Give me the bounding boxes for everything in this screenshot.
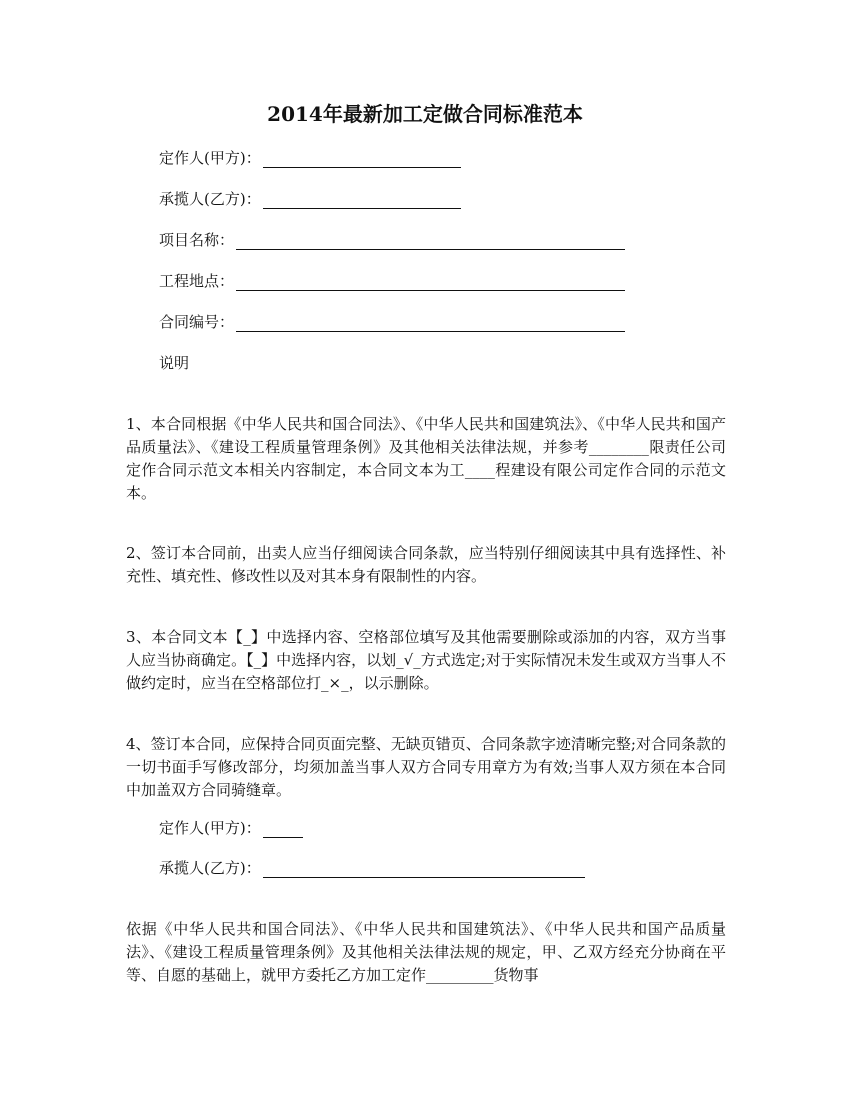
note-paragraph-4: 4、签订本合同，应保持合同页面完整、无缺页错页、合同条款字迹清晰完整;对合同条款的一切书面手写修改部分，均须加盖当事人双方合同专用章方为有效;当事人双方须在本合同中加盖双方合同骑缝章。 bbox=[126, 735, 726, 799]
party-a-field bbox=[159, 148, 461, 168]
project-name-blank bbox=[236, 232, 625, 250]
project-location-field bbox=[159, 271, 625, 291]
signature-party-b-label: 承揽人(乙方)： bbox=[159, 859, 261, 877]
project-name-label: 项目名称： bbox=[159, 231, 235, 249]
closing-paragraph bbox=[126, 918, 726, 987]
party-a-label: 定作人(甲方)： bbox=[159, 149, 261, 167]
note-1-text-a: 1、本合同根据《中华人民共和国合同法》、《中华人民共和国建筑法》、《中华人民共和国产品质量法》、《建设工程质量管理条例》及其他相关法律法规，并参考 bbox=[126, 415, 726, 456]
closing-blank: _________ bbox=[426, 966, 494, 984]
note-1-blank-b: ____ bbox=[464, 461, 495, 479]
signature-party-a-field bbox=[159, 818, 303, 838]
note-1-text-c: 程建设有限公司定作合同的示范文本。 bbox=[126, 461, 726, 502]
project-name-field bbox=[159, 230, 625, 250]
note-paragraph-3: 3、本合同文本【_】中选择内容、空格部位填写及其他需要删除或添加的内容，双方当事人应当协商确定。【_】中选择内容，以划_√_方式选定;对于实际情况未发生或双方当事人不做约定时，应当在空格部位打_×_，以示删除。 bbox=[126, 628, 726, 692]
closing-text-a: 依据《中华人民共和国合同法》、《中华人民共和国建筑法》、《中华人民共和国产品质量法》、《建设工程质量管理条例》及其他相关法律法规的规定，甲、乙双方经充分协商在平等、自愿的基础上，就甲方委托乙方加工定作 bbox=[126, 920, 726, 984]
contract-number-blank bbox=[236, 314, 625, 332]
party-b-label: 承揽人(乙方)： bbox=[159, 190, 261, 208]
contract-number-label: 合同编号： bbox=[159, 313, 235, 331]
note-1-blank-a: ________ bbox=[588, 438, 649, 456]
signature-party-b-field bbox=[159, 858, 585, 878]
project-location-blank bbox=[236, 273, 625, 291]
party-b-blank bbox=[263, 191, 461, 209]
note-paragraph-1 bbox=[126, 413, 726, 505]
signature-party-a-label: 定作人(甲方)： bbox=[159, 819, 261, 837]
contract-number-field bbox=[159, 312, 625, 332]
party-b-field bbox=[159, 189, 461, 209]
note-heading: 说明 bbox=[159, 354, 190, 372]
project-location-label: 工程地点： bbox=[159, 272, 235, 290]
closing-text-b: 货物事 bbox=[493, 966, 539, 984]
note-1-text-b: 限责任公司定作合同示范文本相关内容制定，本合同文本为工 bbox=[126, 438, 726, 479]
page-title: 2014年最新加工定做合同标准范本 bbox=[267, 102, 583, 126]
note-paragraph-2: 2、签订本合同前，出卖人应当仔细阅读合同条款，应当特别仔细阅读其中具有选择性、补充性、填充性、修改性以及对其本身有限制性的内容。 bbox=[126, 544, 726, 585]
signature-party-a-blank bbox=[263, 820, 303, 838]
signature-party-b-blank bbox=[263, 860, 585, 878]
party-a-blank bbox=[263, 150, 461, 168]
